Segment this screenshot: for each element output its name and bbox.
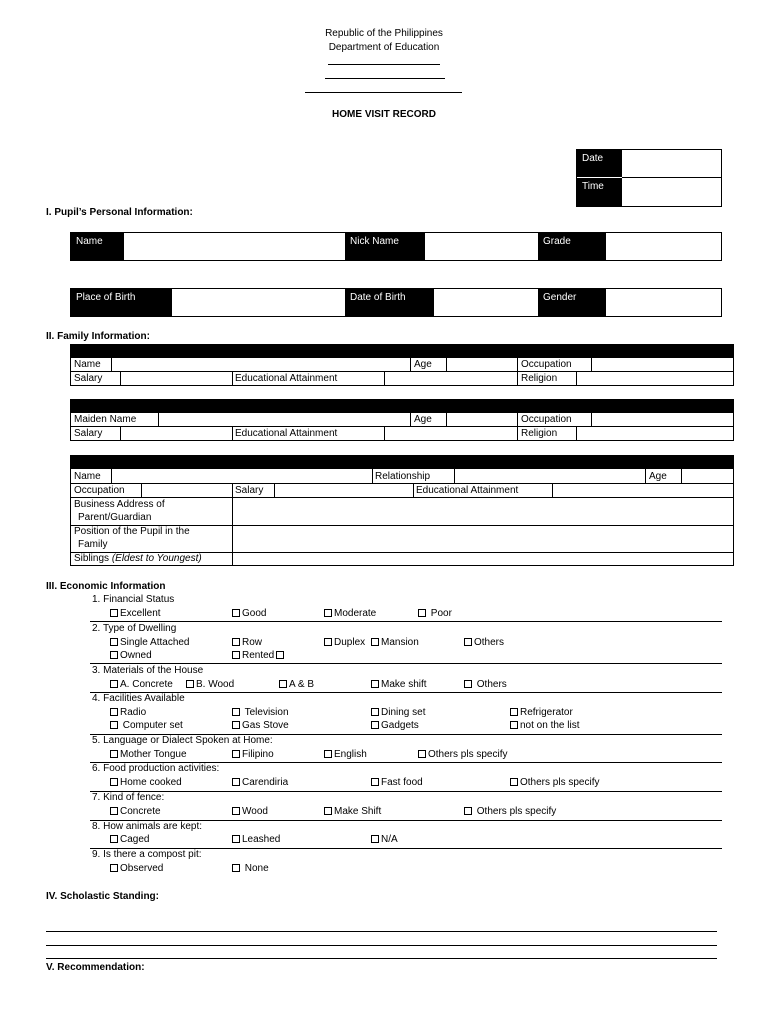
- father-religion-label: Religion: [521, 373, 558, 384]
- mother-religion-label: Religion: [521, 428, 558, 439]
- gender-field[interactable]: [606, 289, 721, 316]
- guardian-education-field[interactable]: [553, 484, 733, 497]
- time-field[interactable]: [623, 178, 721, 206]
- mother-occupation-label: Occupation: [521, 414, 572, 425]
- school-name-blank[interactable]: [328, 64, 440, 65]
- checkbox-icon[interactable]: [324, 750, 332, 758]
- checkbox-icon[interactable]: [324, 638, 332, 646]
- opt-dwelling-others[interactable]: Others: [464, 637, 504, 648]
- mother-religion-field[interactable]: [577, 427, 733, 440]
- father-age-field[interactable]: [447, 358, 516, 371]
- opt-radio[interactable]: Radio: [110, 707, 146, 718]
- business-address-label-1: Business Address of: [74, 499, 165, 510]
- time-label: Time: [577, 178, 622, 206]
- opt-dining-set[interactable]: Dining set: [371, 707, 425, 718]
- checkbox-icon[interactable]: [324, 807, 332, 815]
- scholastic-line-3[interactable]: [46, 958, 717, 959]
- opt-na[interactable]: N/A: [371, 834, 398, 845]
- opt-single-attached[interactable]: Single Attached: [110, 637, 190, 648]
- q1-label: 1. Financial Status: [92, 594, 175, 605]
- opt-owned[interactable]: Owned: [110, 650, 152, 661]
- place-of-birth-field[interactable]: [172, 289, 345, 316]
- checkbox-icon[interactable]: [232, 638, 240, 646]
- name-label: Name: [71, 233, 124, 260]
- father-salary-field[interactable]: [121, 372, 231, 385]
- checkbox-icon[interactable]: [276, 651, 284, 659]
- checkbox-icon[interactable]: [371, 680, 379, 688]
- section-recommendation: V. Recommendation:: [46, 962, 145, 973]
- nick-name-field[interactable]: [425, 233, 538, 260]
- guardian-salary-field[interactable]: [275, 484, 412, 497]
- opt-duplex[interactable]: Duplex: [324, 637, 365, 648]
- guardian-salary-label: Salary: [235, 485, 264, 496]
- siblings-label: Siblings (Eldest to Youngest): [74, 553, 202, 564]
- checkbox-icon[interactable]: [371, 721, 379, 729]
- opt-caged[interactable]: Caged: [110, 834, 149, 845]
- region-blank[interactable]: [305, 92, 462, 93]
- opt-food-others[interactable]: Others pls specify: [510, 777, 599, 788]
- checkbox-icon[interactable]: [110, 708, 118, 716]
- guardian-occupation-field[interactable]: [142, 484, 231, 497]
- checkbox-icon[interactable]: [371, 835, 379, 843]
- republic-heading: Republic of the Philippines: [325, 28, 443, 39]
- opt-mansion[interactable]: Mansion: [371, 637, 419, 648]
- checkbox-icon[interactable]: [110, 638, 118, 646]
- checkbox-icon[interactable]: [232, 864, 240, 872]
- checkbox-icon[interactable]: [186, 680, 194, 688]
- checkbox-icon[interactable]: [371, 778, 379, 786]
- father-occupation-label: Occupation: [521, 359, 572, 370]
- opt-wood-house[interactable]: B. Wood: [186, 679, 234, 690]
- opt-fast-food[interactable]: Fast food: [371, 777, 423, 788]
- opt-language-others[interactable]: Others pls specify: [418, 749, 507, 760]
- checkbox-icon[interactable]: [464, 680, 472, 688]
- opt-good[interactable]: Good: [232, 608, 266, 619]
- nick-name-label: Nick Name: [345, 233, 425, 260]
- mother-education-label: Educational Attainment: [235, 428, 338, 439]
- guardian-relationship-label: Relationship: [375, 471, 431, 482]
- checkbox-icon[interactable]: [510, 708, 518, 716]
- checkbox-icon[interactable]: [110, 750, 118, 758]
- place-of-birth-label: Place of Birth: [71, 289, 172, 316]
- grade-field[interactable]: [606, 233, 721, 260]
- business-address-label-2: Parent/Guardian: [78, 512, 152, 523]
- q8-label: 8. How animals are kept:: [92, 821, 203, 832]
- section-scholastic-standing: IV. Scholastic Standing:: [46, 891, 159, 902]
- mother-education-field[interactable]: [385, 427, 516, 440]
- scholastic-line-1[interactable]: [46, 931, 717, 932]
- q2-label: 2. Type of Dwelling: [92, 623, 177, 634]
- opt-refrigerator[interactable]: Refrigerator: [510, 707, 573, 718]
- checkbox-icon[interactable]: [110, 651, 118, 659]
- opt-television[interactable]: Television: [232, 707, 289, 718]
- date-of-birth-label: Date of Birth: [345, 289, 434, 316]
- opt-make-shift-fence[interactable]: Make Shift: [324, 806, 381, 817]
- checkbox-icon[interactable]: [371, 638, 379, 646]
- mother-name-label: Maiden Name: [74, 414, 137, 425]
- siblings-note: (Eldest to Youngest): [111, 553, 202, 564]
- opt-a-and-b[interactable]: A & B: [279, 679, 314, 690]
- checkbox-icon[interactable]: [232, 750, 240, 758]
- opt-leashed[interactable]: Leashed: [232, 834, 280, 845]
- guardian-age-field[interactable]: [682, 469, 733, 483]
- guardian-age-label: Age: [649, 471, 667, 482]
- mother-age-label: Age: [414, 414, 432, 425]
- father-name-label: Name: [74, 359, 101, 370]
- opt-make-shift-house[interactable]: Make shift: [371, 679, 427, 690]
- father-header-bar: [70, 344, 734, 358]
- father-occupation-field[interactable]: [592, 358, 733, 371]
- date-label: Date: [577, 150, 622, 177]
- mother-occupation-field[interactable]: [592, 413, 733, 426]
- opt-filipino[interactable]: Filipino: [232, 749, 274, 760]
- page-title: HOME VISIT RECORD: [332, 109, 436, 120]
- opt-concrete-house[interactable]: A. Concrete: [110, 679, 173, 690]
- checkbox-icon[interactable]: [110, 680, 118, 688]
- opt-computer-set[interactable]: Computer set: [110, 720, 183, 731]
- checkbox-icon[interactable]: [110, 864, 118, 872]
- father-religion-field[interactable]: [577, 372, 733, 385]
- checkbox-icon[interactable]: [279, 680, 287, 688]
- checkbox-icon[interactable]: [110, 778, 118, 786]
- position-label-1: Position of the Pupil in the: [74, 526, 190, 537]
- checkbox-icon[interactable]: [232, 721, 240, 729]
- q6-label: 6. Food production activities:: [92, 763, 220, 774]
- date-field[interactable]: [623, 150, 721, 177]
- opt-fence-others[interactable]: Others pls specify: [464, 806, 556, 817]
- opt-not-on-list[interactable]: not on the list: [510, 720, 579, 731]
- position-field[interactable]: [233, 526, 733, 552]
- mother-name-field[interactable]: [159, 413, 409, 426]
- checkbox-icon[interactable]: [510, 778, 518, 786]
- guardian-education-label: Educational Attainment: [416, 485, 519, 496]
- q4-label: 4. Facilities Available: [92, 693, 185, 704]
- opt-moderate[interactable]: Moderate: [324, 608, 376, 619]
- checkbox-icon[interactable]: [371, 708, 379, 716]
- opt-observed[interactable]: Observed: [110, 863, 163, 874]
- opt-concrete-fence[interactable]: Concrete: [110, 806, 161, 817]
- name-field[interactable]: [124, 233, 345, 260]
- checkbox-icon[interactable]: [232, 651, 240, 659]
- checkbox-icon[interactable]: [232, 778, 240, 786]
- opt-excellent[interactable]: Excellent: [110, 608, 161, 619]
- q5-label: 5. Language or Dialect Spoken at Home:: [92, 735, 273, 746]
- mother-salary-label: Salary: [74, 428, 103, 439]
- father-education-label: Educational Attainment: [235, 373, 338, 384]
- opt-poor[interactable]: Poor: [418, 608, 452, 619]
- checkbox-icon[interactable]: [110, 807, 118, 815]
- mother-header-bar: [70, 399, 734, 413]
- position-label-2: Family: [78, 539, 108, 550]
- siblings-field[interactable]: [233, 553, 733, 566]
- business-address-field[interactable]: [233, 498, 733, 525]
- opt-row[interactable]: Row: [232, 637, 262, 648]
- checkbox-icon[interactable]: [110, 721, 118, 729]
- date-of-birth-field[interactable]: [434, 289, 538, 316]
- opt-none[interactable]: None: [232, 863, 269, 874]
- opt-rented[interactable]: Rented: [232, 650, 286, 661]
- checkbox-icon[interactable]: [510, 721, 518, 729]
- guardian-name-field[interactable]: [112, 469, 371, 483]
- opt-mother-tongue[interactable]: Mother Tongue: [110, 749, 187, 760]
- father-name-field[interactable]: [112, 358, 409, 371]
- division-blank[interactable]: [325, 78, 445, 79]
- opt-wood-fence[interactable]: Wood: [232, 806, 268, 817]
- father-education-field[interactable]: [385, 372, 516, 385]
- checkbox-icon[interactable]: [110, 609, 118, 617]
- department-heading: Department of Education: [328, 42, 440, 53]
- section-economic-info: III. Economic Information: [46, 581, 166, 592]
- checkbox-icon[interactable]: [324, 609, 332, 617]
- father-age-label: Age: [414, 359, 432, 370]
- checkbox-icon[interactable]: [464, 807, 472, 815]
- guardian-header-bar: [70, 455, 734, 469]
- guardian-relationship-field[interactable]: [455, 469, 644, 483]
- opt-gadgets[interactable]: Gadgets: [371, 720, 419, 731]
- checkbox-icon[interactable]: [232, 609, 240, 617]
- opt-home-cooked[interactable]: Home cooked: [110, 777, 182, 788]
- q3-label: 3. Materials of the House: [92, 665, 204, 676]
- scholastic-line-2[interactable]: [46, 945, 717, 946]
- q9-label: 9. Is there a compost pit:: [92, 849, 202, 860]
- checkbox-icon[interactable]: [110, 835, 118, 843]
- checkbox-icon[interactable]: [418, 609, 426, 617]
- checkbox-icon[interactable]: [232, 807, 240, 815]
- q7-label: 7. Kind of fence:: [92, 792, 165, 803]
- checkbox-icon[interactable]: [464, 638, 472, 646]
- guardian-name-label: Name: [74, 471, 101, 482]
- opt-gas-stove[interactable]: Gas Stove: [232, 720, 289, 731]
- opt-english[interactable]: English: [324, 749, 367, 760]
- checkbox-icon[interactable]: [418, 750, 426, 758]
- mother-age-field[interactable]: [447, 413, 516, 426]
- section-pupil-info: I. Pupil’s Personal Information:: [46, 207, 193, 218]
- section-family-info: II. Family Information:: [46, 331, 150, 342]
- guardian-occupation-label: Occupation: [74, 485, 125, 496]
- father-salary-label: Salary: [74, 373, 103, 384]
- checkbox-icon[interactable]: [232, 708, 240, 716]
- opt-carendiria[interactable]: Carendiria: [232, 777, 288, 788]
- checkbox-icon[interactable]: [232, 835, 240, 843]
- gender-label: Gender: [538, 289, 606, 316]
- mother-salary-field[interactable]: [121, 427, 231, 440]
- grade-label: Grade: [538, 233, 606, 260]
- opt-materials-others[interactable]: Others: [464, 679, 507, 690]
